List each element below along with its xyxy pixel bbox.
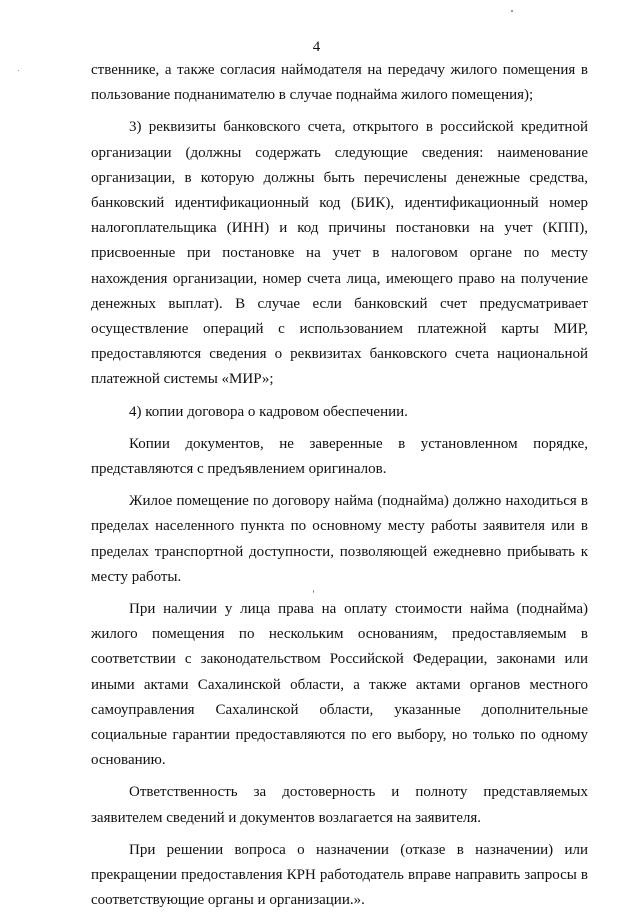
paragraph-staffing-contract: 4) копии договора о кадровом обеспечении. bbox=[129, 403, 408, 420]
page-number: 4 bbox=[312, 39, 321, 55]
paragraph-continuation: ственнике, а также согласия наймодателя на передачу жилого помещения в пользование поднанимателю в случае поднайма жилого помещения); bbox=[91, 62, 588, 104]
scan-speck bbox=[511, 10, 513, 12]
paragraph-responsibility: Ответственность за достоверность и полноту представляемых заявителем сведений и документов возлагается на заявителя. bbox=[91, 784, 588, 826]
paragraph-bank-details: 3) реквизиты банковского счета, открытого в российской кредитной организации (должны содержать следующие сведения: наименование организации, в которую должны быть перечислены денежные средства, банковский идентификационный код (БИК), идентификационный номер налогоплательщика (ИНН) и код причины постановки на учет (КПП), присвоенные при постановке на учет в налоговом органе по месту нахождения организации, номер счета лица, имеющего право на получение денежных выплат). В случае если банковский счет предусматривает осуществление операций с использованием платежной карты МИР, предоставляются сведения о реквизитах банковского счета национальной платежной системы «МИР»; bbox=[91, 119, 588, 388]
paragraph-multiple-grounds: При наличии у лица права на оплату стоимости найма (поднайма) жилого помещения по нескольким основаниям, предоставляемым в соответствии с законодательством Российской Федерации, законами или иными актами Сахалинской области, а также актами органов местного самоуправления Сахалинской области, указанные дополнительные социальные гарантии предоставляются по его выбору, но только по одному основанию. bbox=[91, 601, 588, 769]
paragraph-requests: При решении вопроса о назначении (отказе в назначении) или прекращении предоставления КРН работодатель вправе направить запросы в соответствующие органы и организации.». bbox=[91, 841, 588, 909]
document-body bbox=[91, 58, 588, 921]
scan-speck bbox=[313, 590, 314, 593]
scan-speck bbox=[18, 70, 19, 71]
paragraph-housing-location: Жилое помещение по договору найма (поднайма) должно находиться в пределах населенного пункта по основному месту работы заявителя или в пределах транспортной доступности, позволяющей ежедневно прибывать к месту работы. bbox=[91, 493, 588, 585]
paragraph-document-copies: Копии документов, не заверенные в установленном порядке, представляются с предъявлением оригиналов. bbox=[91, 435, 588, 478]
